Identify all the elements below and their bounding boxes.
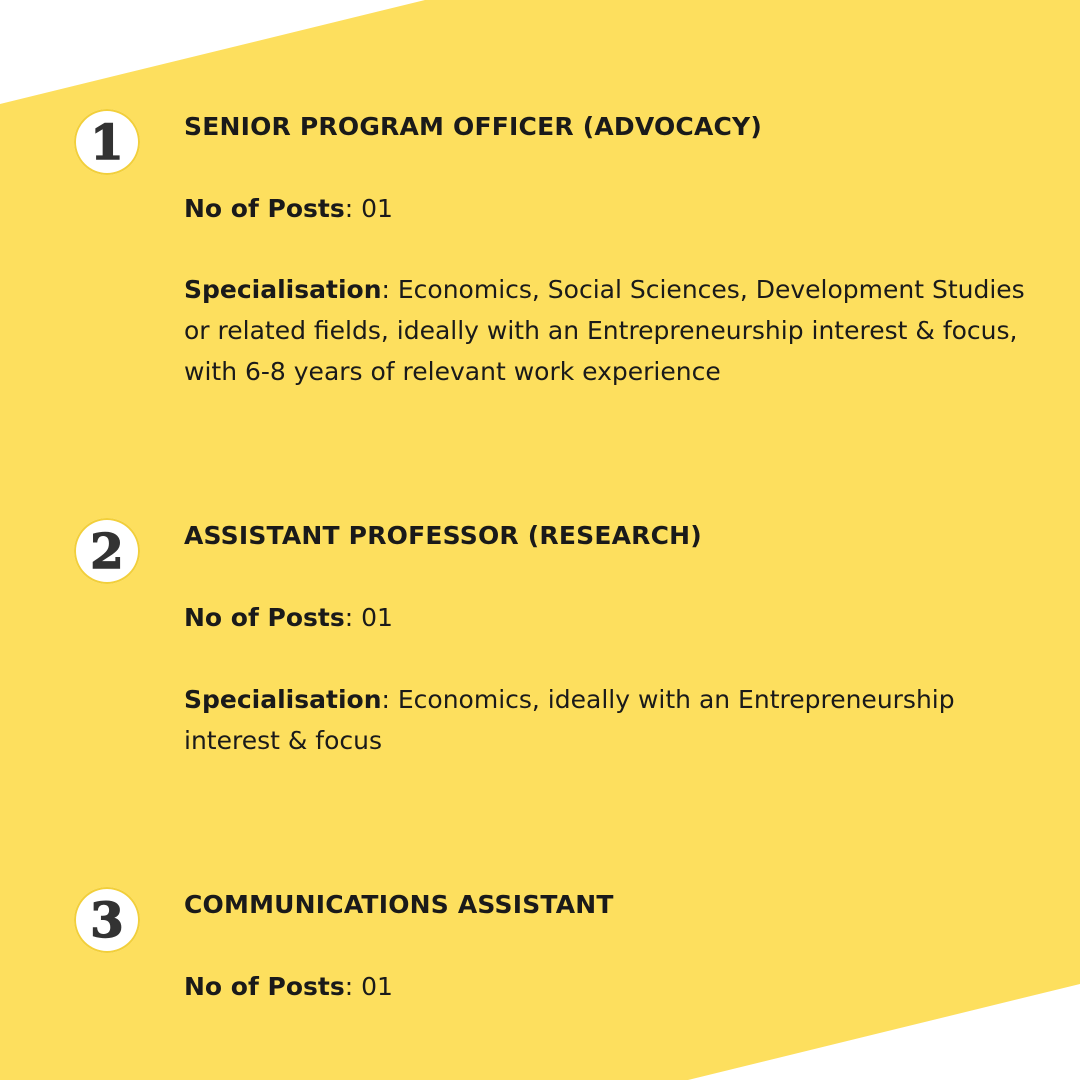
specialisation-line <box>184 679 1034 761</box>
specialisation-label: Specialisation <box>184 275 382 304</box>
specialisation-value: : Economics, ideally with an Entrepreneurship interest & focus <box>184 685 955 755</box>
number-badge-2 <box>74 518 140 584</box>
posts-value: : 01 <box>344 972 393 1001</box>
posts-line <box>184 966 1034 1007</box>
badge-number: 1 <box>90 115 124 171</box>
posts-line <box>184 188 1034 229</box>
posts-label: No of Posts <box>184 603 345 632</box>
badge-number: 2 <box>90 524 124 580</box>
job-title: ASSISTANT PROFESSOR (RESEARCH) <box>184 521 702 550</box>
specialisation-label: Specialisation <box>184 685 382 714</box>
job-title: SENIOR PROGRAM OFFICER (ADVOCACY) <box>184 112 762 141</box>
posts-line <box>184 597 1034 638</box>
posts-value: : 01 <box>344 194 393 223</box>
specialisation-value: : Economics, Social Sciences, Development Studies or related fields, ideally with an Entrepreneurship interest & focus, with 6-8 years of relevant work experience <box>184 275 1025 386</box>
posts-label: No of Posts <box>184 194 345 223</box>
job-title: COMMUNICATIONS ASSISTANT <box>184 890 614 919</box>
badge-number: 3 <box>90 893 124 949</box>
posts-value: : 01 <box>344 603 393 632</box>
specialisation-line <box>184 269 1034 392</box>
number-badge-1 <box>74 109 140 175</box>
number-badge-3 <box>74 887 140 953</box>
posts-label: No of Posts <box>184 972 345 1001</box>
